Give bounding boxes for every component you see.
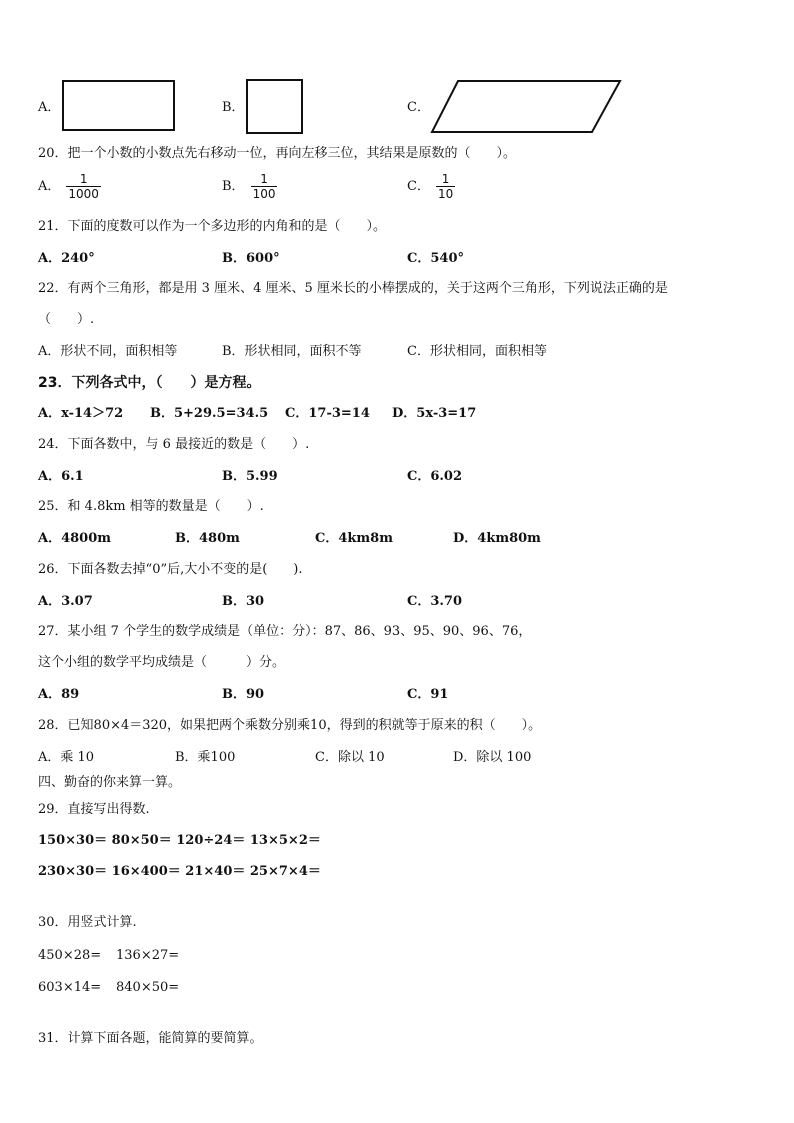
q23-option-c: C．17-3=14 (285, 406, 370, 421)
q25-option-a: A．4800m (38, 531, 112, 546)
q20-stem: 20．把一个小数的小数点先右移动一位，再向左移三位，其结果是原数的（ ）。 (38, 146, 517, 161)
rectangle-shape (62, 80, 176, 132)
q26-option-a: A．3.07 (38, 594, 93, 609)
q29-row-2: 230×30＝ 16×400＝ 21×40＝ 25×7×4＝ (38, 864, 321, 879)
q27-option-b: B．90 (222, 687, 265, 702)
q29-row-1: 150×30＝ 80×50＝ 120÷24＝ 13×5×2＝ (38, 833, 321, 848)
q22-option-c: C．形状相同，面积相等 (407, 344, 547, 359)
q30-problem-3: 603×14= (38, 980, 102, 995)
q19-option-c: C． (407, 100, 430, 115)
q30-problem-2: 136×27= (116, 948, 180, 963)
q28-stem: 28．已知80×4＝320，如果把两个乘数分别乘10，得到的积就等于原来的积（ ）。 (38, 718, 542, 733)
q23-option-b: B．5+29.5=34.5 (150, 406, 269, 421)
q20-option-a: A． $\frac{1}{1000}$ (38, 172, 99, 201)
square-shape (246, 79, 304, 135)
q23-option-a: A．x-14＞72 (38, 406, 124, 421)
q27-option-c: C．91 (407, 687, 449, 702)
q27-option-a: A．89 (38, 687, 80, 702)
q24-option-a: A．6.1 (38, 469, 84, 484)
q21-option-b: B．600° (222, 251, 280, 266)
q26-stem: 26．下面各数去掉“0”后,大小不变的是( ). (38, 562, 303, 577)
q26-option-b: B．30 (222, 594, 265, 609)
q22-option-b: B．形状相同，面积不等 (222, 344, 362, 359)
q24-stem: 24．下面各数中，与 6 最接近的数是（ ）. (38, 437, 310, 452)
q20-option-b: B． $\frac{1}{100}$ (222, 172, 276, 201)
q28-option-b: B．乘100 (175, 750, 236, 765)
parallelogram-shape (430, 79, 622, 135)
q25-stem: 25．和 4.8km 相等的数量是（ ）. (38, 499, 264, 514)
q27-stem-cont: 这个小组的数学平均成绩是（ ）分。 (38, 655, 286, 670)
q22-stem: 22．有两个三角形，都是用 3 厘米、4 厘米、5 厘米长的小棒摆成的，关于这两个三角形，下列说法正确的是 (38, 281, 668, 296)
q22-stem-cont: （ ）. (38, 312, 95, 327)
q25-option-d: D．4km80m (453, 531, 541, 546)
q25-option-c: C．4km8m (315, 531, 393, 546)
q28-option-d: D．除以 100 (453, 750, 532, 765)
q28-option-a: A．乘 10 (38, 750, 95, 765)
q23-stem: 23．下列各式中，（ ）是方程。 (38, 375, 261, 391)
q21-option-c: C．540° (407, 251, 464, 266)
q22-option-a: A．形状不同，面积相等 (38, 344, 178, 359)
q19-option-a: A． (38, 100, 61, 115)
q21-stem: 21．下面的度数可以作为一个多边形的内角和的是（ ）。 (38, 219, 387, 234)
q24-option-c: C．6.02 (407, 469, 463, 484)
q31-stem: 31．计算下面各题，能简算的要简算。 (38, 1031, 263, 1046)
q20-option-c: C． $\frac{1}{10}$ (407, 172, 454, 201)
q21-option-a: A．240° (38, 251, 95, 266)
q23-option-d: D．5x-3=17 (392, 406, 477, 421)
q19-option-b: B． (222, 100, 245, 115)
q30-problem-4: 840×50= (116, 980, 180, 995)
q24-option-b: B．5.99 (222, 469, 278, 484)
q30-stem: 30．用竖式计算. (38, 915, 137, 930)
q25-option-b: B．480m (175, 531, 240, 546)
q26-option-c: C．3.70 (407, 594, 463, 609)
q27-stem: 27．某小组 7 个学生的数学成绩是（单位：分）：87、86、93、95、90、96、76， (38, 624, 532, 639)
q30-problem-1: 450×28= (38, 948, 102, 963)
section-4-heading: 四、勤奋的你来算一算。 (38, 775, 182, 790)
q29-stem: 29．直接写出得数. (38, 802, 150, 817)
q28-option-c: C．除以 10 (315, 750, 385, 765)
